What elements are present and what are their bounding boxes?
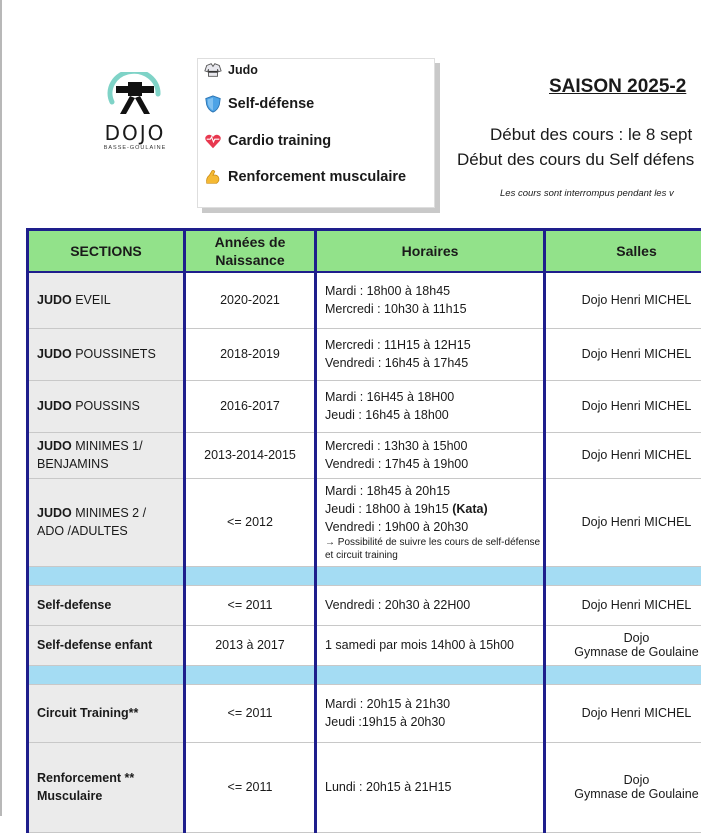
hours-cell: Mercredi : 11H15 à 12H15 Vendredi : 16h45 à 17h45 <box>316 328 545 380</box>
section-cell: Self-defense <box>28 585 185 625</box>
section-cell: Renforcement ** Musculaire <box>28 742 185 832</box>
hours-cell: Lundi : 20h15 à 21H15 <box>316 742 545 832</box>
section-cell: Self-defense enfant <box>28 625 185 665</box>
karate-belt-icon <box>106 72 164 122</box>
table-row <box>28 742 701 832</box>
room-cell: Dojo Henri MICHEL <box>545 380 701 432</box>
shield-icon <box>204 95 222 113</box>
hours-cell: 1 samedi par mois 14h00 à 15h00 <box>316 625 545 665</box>
holiday-notice: Les cours sont interrompus pendant les v <box>500 188 674 199</box>
years-cell: 2013 à 2017 <box>185 625 316 665</box>
legend-label-self-defense: Self-défense <box>228 96 314 112</box>
judo-gi-icon <box>204 61 222 79</box>
header-rooms: Salles <box>545 230 701 273</box>
legend-item-judo <box>204 61 258 79</box>
section-cell: JUDO EVEIL <box>28 272 185 328</box>
years-cell: <= 2011 <box>185 684 316 742</box>
table-header-row <box>28 230 701 273</box>
table-row <box>28 272 701 328</box>
legend-item-cardio <box>204 132 331 150</box>
section-cell: JUDO MINIMES 1/ BENJAMINS <box>28 432 185 478</box>
room-cell: Dojo Henri MICHEL <box>545 585 701 625</box>
logo-name: DOJO <box>95 122 175 144</box>
room-cell: Dojo Henri MICHEL <box>545 432 701 478</box>
table-row <box>28 625 701 665</box>
table-spacer-row <box>28 665 701 684</box>
table-row <box>28 432 701 478</box>
room-cell: Dojo Henri MICHEL <box>545 684 701 742</box>
season-title: SAISON 2025-2 <box>549 76 686 98</box>
legend-item-self-defense <box>204 95 314 113</box>
room-cell: Dojo Henri MICHEL <box>545 328 701 380</box>
course-start-date: Début des cours : le 8 sept <box>490 125 692 145</box>
table-row <box>28 380 701 432</box>
hours-cell: Mercredi : 13h30 à 15h00 Vendredi : 17h45 à 19h00 <box>316 432 545 478</box>
dojo-logo <box>95 72 175 151</box>
legend-box <box>197 58 435 208</box>
room-cell: Dojo Gymnase de Goulaine <box>545 625 701 665</box>
years-cell: 2013-2014-2015 <box>185 432 316 478</box>
heart-icon <box>204 132 222 150</box>
hours-cell: Mardi : 18h45 à 20h15 Jeudi : 18h00 à 19h15 (Kata) Vendredi : 19h00 à 20h30 → Possibilité de suivre les cours de self-défense et circuit training <box>316 478 545 566</box>
self-defense-start-date: Début des cours du Self défens <box>457 150 694 170</box>
years-cell: 2016-2017 <box>185 380 316 432</box>
years-cell: 2020-2021 <box>185 272 316 328</box>
table-row <box>28 684 701 742</box>
table-row <box>28 478 701 566</box>
logo-subtitle: BASSE-GOULAINE <box>95 145 175 151</box>
hours-cell: Mardi : 18h00 à 18h45 Mercredi : 10h30 à 11h15 <box>316 272 545 328</box>
hours-cell: Vendredi : 20h30 à 22H00 <box>316 585 545 625</box>
room-cell: Dojo Henri MICHEL <box>545 478 701 566</box>
legend-label-judo: Judo <box>228 63 258 77</box>
table-row <box>28 328 701 380</box>
schedule-table <box>26 228 701 833</box>
hours-cell: Mardi : 20h15 à 21h30 Jeudi :19h15 à 20h30 <box>316 684 545 742</box>
legend-label-renforcement: Renforcement musculaire <box>228 169 406 185</box>
section-cell: JUDO POUSSINS <box>28 380 185 432</box>
hours-cell: Mardi : 16H45 à 18H00 Jeudi : 16h45 à 18h00 <box>316 380 545 432</box>
table-spacer-row <box>28 566 701 585</box>
room-cell: Dojo Gymnase de Goulaine <box>545 742 701 832</box>
years-cell: <= 2011 <box>185 585 316 625</box>
section-cell: Circuit Training** <box>28 684 185 742</box>
header-sections: SECTIONS <box>28 230 185 273</box>
years-cell: <= 2012 <box>185 478 316 566</box>
legend-label-cardio: Cardio training <box>228 133 331 149</box>
room-cell: Dojo Henri MICHEL <box>545 272 701 328</box>
years-cell: <= 2011 <box>185 742 316 832</box>
header-schedule: Horaires <box>316 230 545 273</box>
table-row <box>28 585 701 625</box>
years-cell: 2018-2019 <box>185 328 316 380</box>
flexed-biceps-icon <box>204 168 222 186</box>
hours-note: → Possibilité de suivre les cours de self-défense et circuit training <box>325 536 543 562</box>
section-cell: JUDO POUSSINETS <box>28 328 185 380</box>
page-left-border <box>0 0 2 816</box>
legend-item-renforcement <box>204 168 406 186</box>
header-birth-years: Années de Naissance <box>185 230 316 273</box>
section-cell: JUDO MINIMES 2 / ADO /ADULTES <box>28 478 185 566</box>
